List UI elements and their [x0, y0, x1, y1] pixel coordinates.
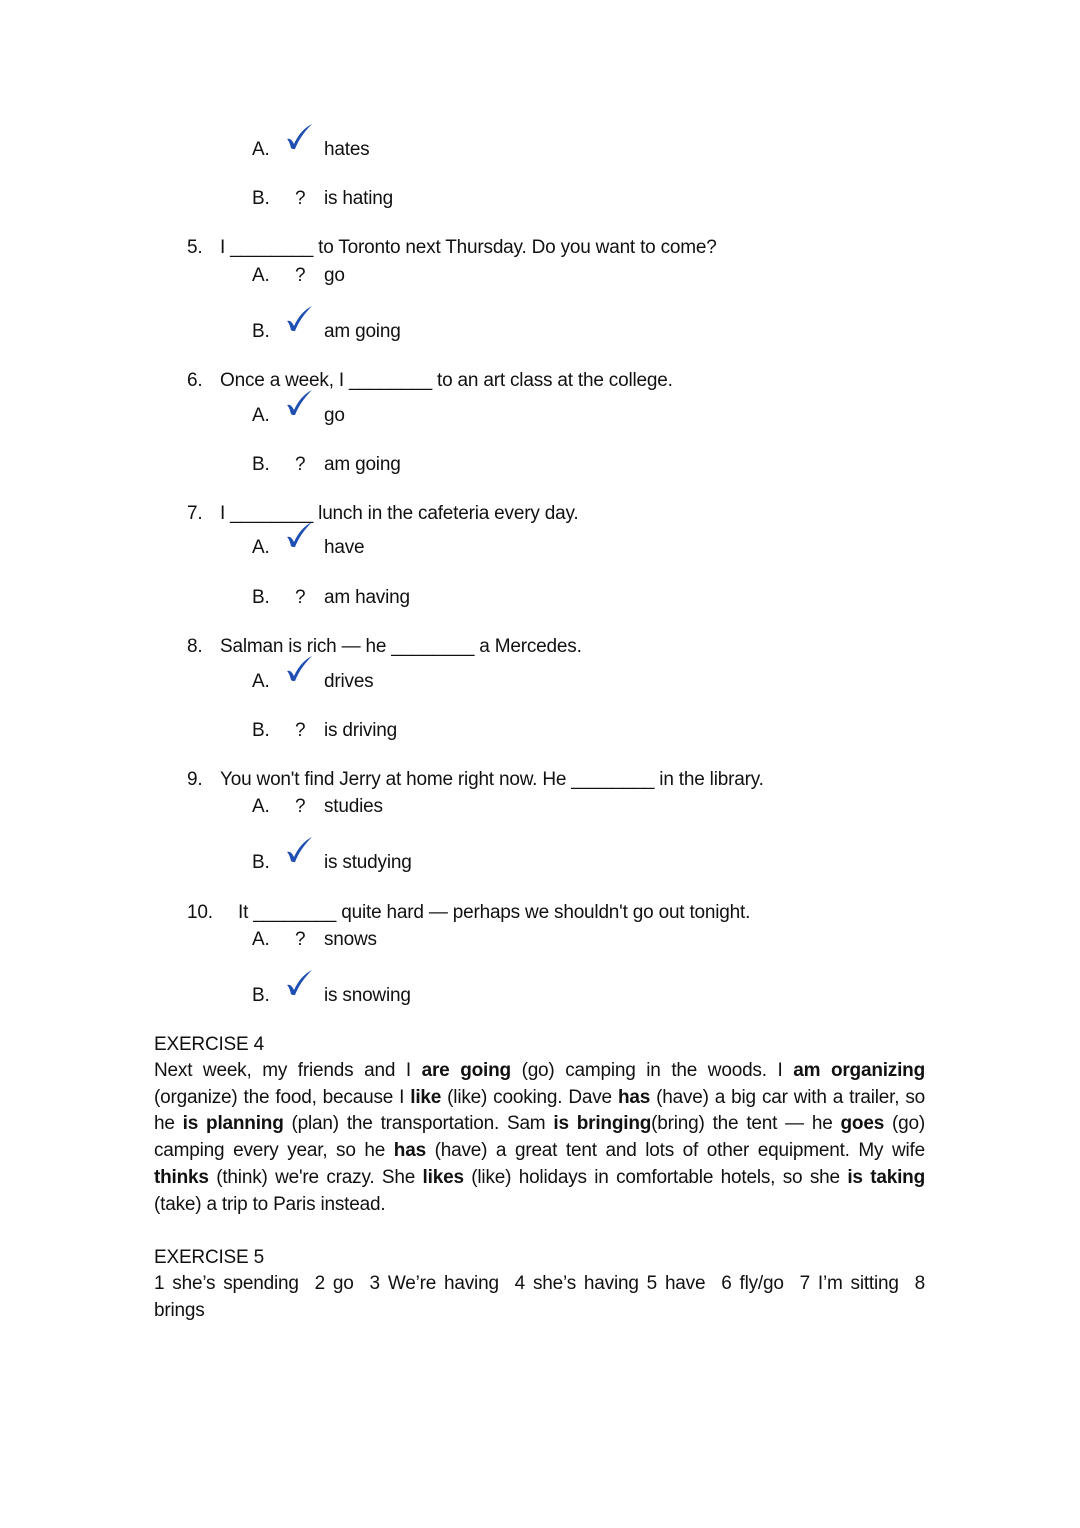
- paragraph-text: (plan) the transportation. Sam: [283, 1113, 554, 1135]
- question-mark: ?: [295, 265, 306, 286]
- paragraph-text: (like) cooking. Dave: [441, 1086, 618, 1108]
- exercise5-title: EXERCISE 5: [154, 1247, 264, 1268]
- option-text: drives: [324, 671, 374, 692]
- checkmark-icon: [284, 520, 314, 550]
- option-letter: A.: [252, 796, 270, 817]
- answer-verb: is planning: [182, 1113, 284, 1135]
- question-prompt: Salman is rich — he ________ a Mercedes.: [220, 636, 582, 657]
- answer-verb: is taking: [847, 1166, 925, 1188]
- paragraph-text: (organize) the food, because I: [154, 1086, 411, 1108]
- option-letter: B.: [252, 852, 270, 873]
- checkmark-icon: [284, 304, 314, 334]
- question-mark: ?: [295, 454, 306, 475]
- option-text: is driving: [324, 720, 397, 741]
- answer-verb: are going: [421, 1060, 511, 1081]
- option-text: studies: [324, 796, 383, 817]
- question-mark: ?: [295, 929, 306, 950]
- checkmark-icon: [284, 388, 314, 418]
- answer-verb: likes: [422, 1166, 464, 1188]
- exercise4-title: EXERCISE 4: [154, 1034, 264, 1055]
- answer-verb: am organizing: [793, 1060, 925, 1081]
- option-letter: B.: [252, 188, 270, 209]
- exercise5-answers: 1 she’s spending 2 go 3 We’re having 4 she’s having 5 have 6 fly/go 7 I’m sitting 8 brings: [154, 1273, 932, 1321]
- option-letter: A.: [252, 139, 270, 160]
- question-mark: ?: [295, 720, 306, 741]
- checkmark-icon: [284, 968, 314, 998]
- paragraph-text: (go) camping in the woods. I: [510, 1060, 794, 1081]
- answer-verb: is bringing: [553, 1113, 652, 1135]
- option-text: have: [324, 537, 365, 558]
- checkmark-icon: [284, 835, 314, 865]
- paragraph-text: (take) a trip to Paris instead.: [154, 1193, 386, 1215]
- paragraph-text: (think) we're crazy. She: [208, 1166, 423, 1188]
- answer-verb: has: [617, 1086, 651, 1108]
- option-letter: B.: [252, 985, 270, 1006]
- option-text: hates: [324, 139, 370, 160]
- paragraph-text: (bring) the tent — he: [651, 1113, 841, 1135]
- option-letter: B.: [252, 321, 270, 342]
- option-letter: B.: [252, 454, 270, 475]
- paragraph-text: (go) camping every year, so he: [154, 1113, 925, 1162]
- option-text: am going: [324, 321, 401, 342]
- question-number: 9.: [187, 769, 203, 790]
- question-number: 8.: [187, 636, 203, 657]
- question-prompt: I ________ to Toronto next Thursday. Do you want to come?: [220, 237, 717, 258]
- question-number: 5.: [187, 237, 203, 258]
- exercise4-paragraph: [154, 1058, 925, 1218]
- option-text: am having: [324, 587, 410, 608]
- question-prompt: You won't find Jerry at home right now. He ________ in the library.: [220, 769, 764, 790]
- answer-verb: like: [410, 1086, 442, 1108]
- option-letter: A.: [252, 405, 270, 426]
- paragraph-text: (have) a great tent and lots of other equipment. My wife: [425, 1140, 925, 1162]
- answer-verb: goes: [840, 1113, 885, 1135]
- question-prompt: I ________ lunch in the cafeteria every day.: [220, 503, 579, 524]
- paragraph-text: (have) a big car with a trailer, so he: [154, 1086, 925, 1135]
- paragraph-text: (like) holidays in comfortable hotels, so she: [463, 1166, 848, 1188]
- option-letter: A.: [252, 671, 270, 692]
- option-text: am going: [324, 454, 401, 475]
- question-number: 10.: [187, 902, 213, 923]
- question-number: 6.: [187, 370, 203, 391]
- option-text: is studying: [324, 852, 412, 873]
- question-prompt: Once a week, I ________ to an art class at the college.: [220, 370, 673, 391]
- paragraph-text: Next week, my friends and I: [154, 1060, 422, 1081]
- question-number: 7.: [187, 503, 203, 524]
- question-mark: ?: [295, 587, 306, 608]
- option-text: snows: [324, 929, 377, 950]
- question-prompt: It ________ quite hard — perhaps we shouldn't go out tonight.: [238, 902, 751, 923]
- answer-verb: thinks: [154, 1166, 209, 1188]
- option-text: is snowing: [324, 985, 411, 1006]
- question-mark: ?: [295, 796, 306, 817]
- option-text: go: [324, 265, 345, 286]
- answer-verb: has: [393, 1140, 426, 1162]
- option-text: go: [324, 405, 345, 426]
- option-letter: A.: [252, 537, 270, 558]
- question-mark: ?: [295, 188, 306, 209]
- option-letter: B.: [252, 720, 270, 741]
- option-letter: A.: [252, 265, 270, 286]
- option-text: is hating: [324, 188, 393, 209]
- checkmark-icon: [284, 122, 314, 152]
- option-letter: B.: [252, 587, 270, 608]
- option-letter: A.: [252, 929, 270, 950]
- checkmark-icon: [284, 654, 314, 684]
